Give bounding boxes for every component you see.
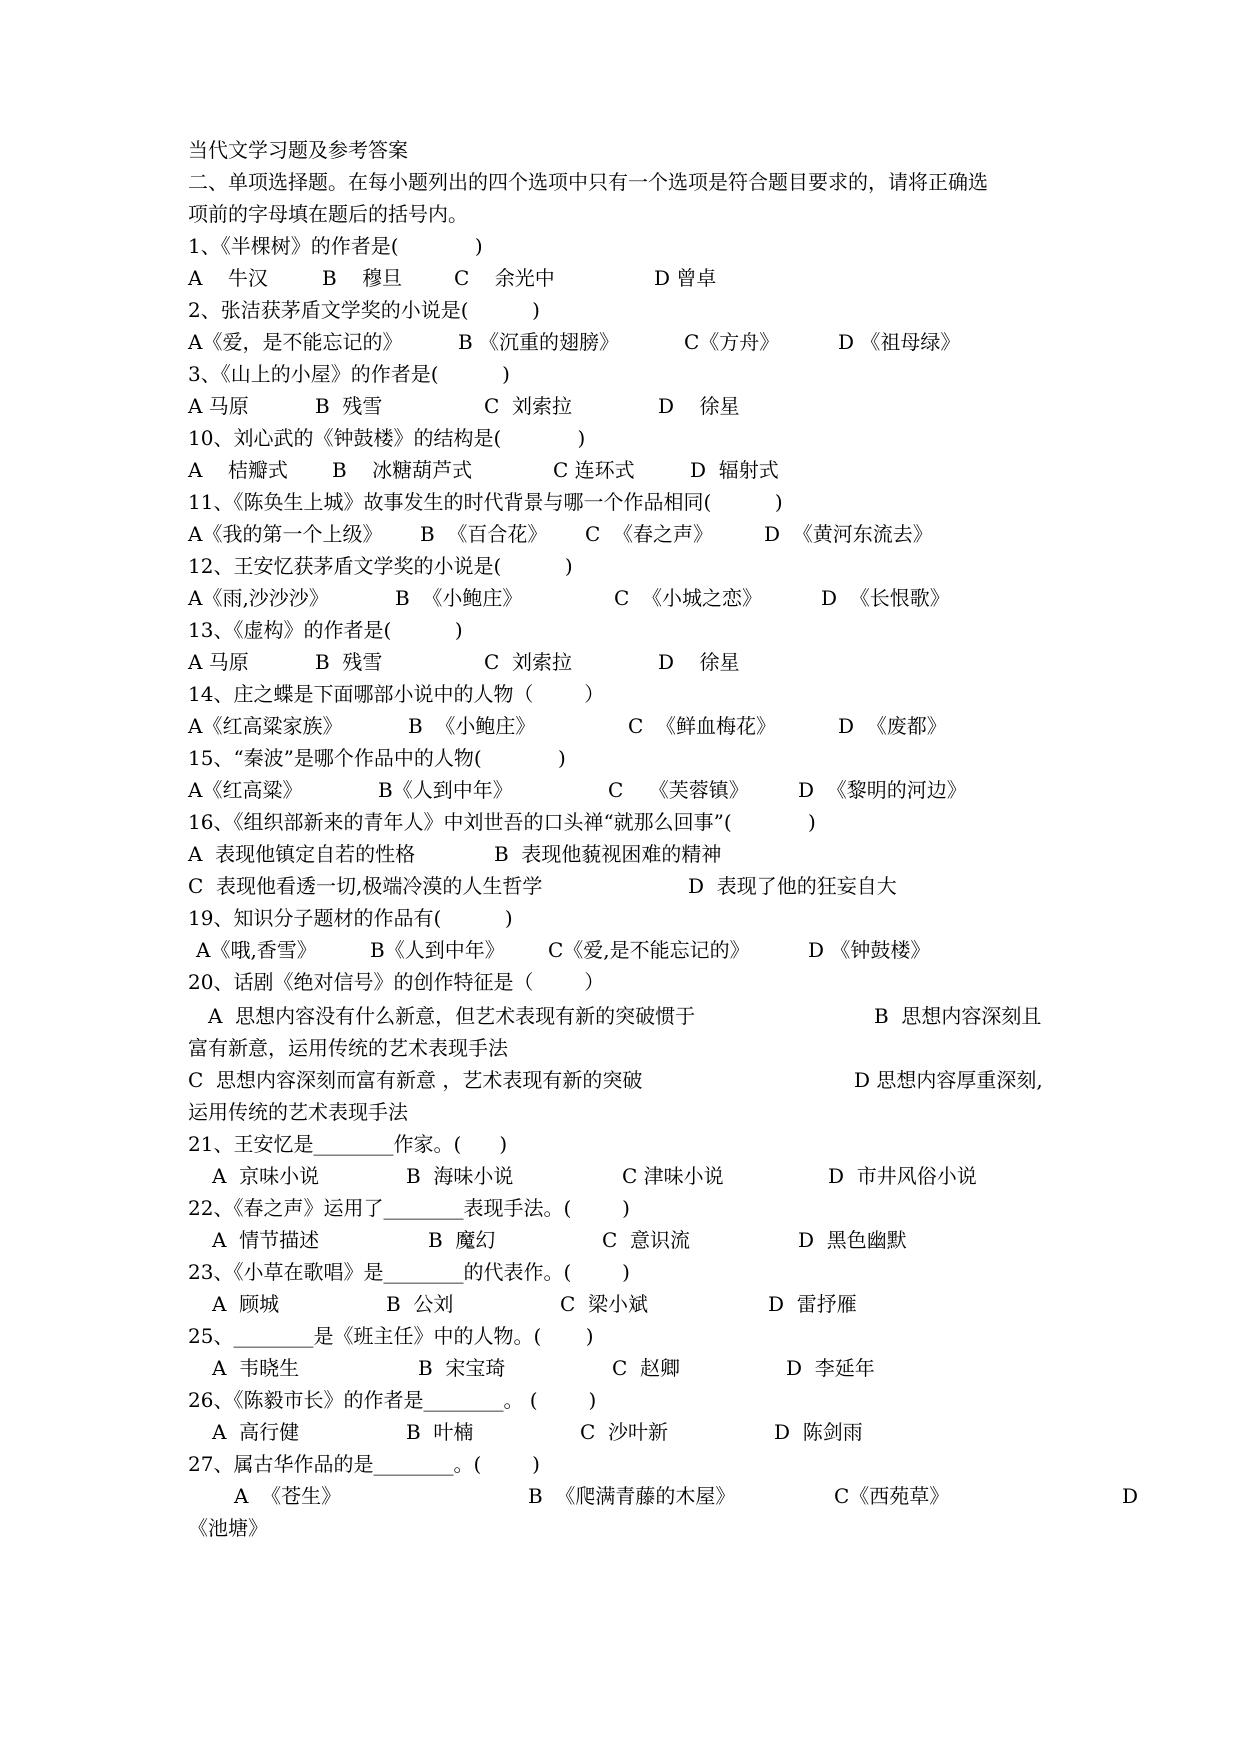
option-a: A《雨,沙沙沙》 <box>188 586 329 610</box>
option-d: D <box>1122 1484 1139 1508</box>
question-options <box>188 1224 907 1256</box>
option-a: A 牛汉 <box>188 266 268 290</box>
option-d: D 《废都》 <box>838 714 947 738</box>
option-c: C《爱,是不能忘记的》 <box>548 938 750 962</box>
question-options <box>188 1352 875 1384</box>
option-d: D 市井风俗小说 <box>828 1164 977 1188</box>
question-stem: 25、________是《班主任》中的人物。( ) <box>188 1324 594 1348</box>
question-stem: 21、王安忆是________作家。( ) <box>188 1132 508 1156</box>
question-stem: 15、“秦波”是哪个作品中的人物( ) <box>188 746 566 770</box>
option-b: B 《小鲍庄》 <box>408 714 536 738</box>
option-c: C 刘索拉 <box>484 394 573 418</box>
option-b: B 思想内容深刻且 <box>874 1004 1042 1028</box>
section-heading-line-2: 项前的字母填在题后的括号内。 <box>188 202 468 226</box>
option-d: D 《钟鼓楼》 <box>808 938 931 962</box>
question-options <box>188 454 779 486</box>
option-d-continued: 运用传统的艺术表现手法 <box>188 1100 408 1124</box>
question-options <box>188 774 967 806</box>
option-b-continued: 富有新意，运用传统的艺术表现手法 <box>188 1036 508 1060</box>
option-a: A 《苍生》 <box>234 1484 342 1508</box>
option-a: A《爱，是不能忘记的》 <box>188 330 403 354</box>
question-stem: 10、刘心武的《钟鼓楼》的结构是( ) <box>188 426 586 450</box>
option-c: C 思想内容深刻而富有新意 ，艺术表现有新的突破 <box>188 1068 643 1092</box>
question-options <box>188 262 717 294</box>
option-b: B 表现他藐视困难的精神 <box>494 842 722 866</box>
question-options <box>188 582 950 614</box>
option-c: C《西苑草》 <box>834 1484 950 1508</box>
option-a: A《红高粱》 <box>188 778 303 802</box>
question-options <box>188 1160 977 1192</box>
option-b: B 魔幻 <box>428 1228 496 1252</box>
option-d: D 雷抒雁 <box>768 1292 857 1316</box>
question-stem: 1、《半棵树》的作者是( ) <box>188 234 483 258</box>
option-d: D 李延年 <box>786 1356 875 1380</box>
option-d: D 《黎明的河边》 <box>798 778 967 802</box>
option-a: A《红高粱家族》 <box>188 714 343 738</box>
option-d-continued: 《池塘》 <box>188 1516 268 1540</box>
option-d: D 陈剑雨 <box>774 1420 863 1444</box>
question-stem: 26、《陈毅市长》的作者是________。 ( ) <box>188 1388 597 1412</box>
question-options <box>188 646 740 678</box>
question-options <box>188 710 947 742</box>
option-c: C 意识流 <box>602 1228 691 1252</box>
option-d: D 《黄河东流去》 <box>764 522 933 546</box>
option-b: B 穆旦 <box>322 266 403 290</box>
option-a: A 表现他镇定自若的性格 <box>188 842 416 866</box>
option-b: B 公刘 <box>386 1292 454 1316</box>
option-b: B 《百合花》 <box>420 522 548 546</box>
question-stem: 23、《小草在歌唱》是________的代表作。( ) <box>188 1260 630 1284</box>
option-d: D 表现了他的狂妄自大 <box>688 874 897 898</box>
option-b: B 《小鲍庄》 <box>395 586 523 610</box>
question-stem: 14、庄之蝶是下面哪部小说中的人物（ ） <box>188 682 605 706</box>
option-a: A 情节描述 <box>212 1228 320 1252</box>
option-b: B 《沉重的翅膀》 <box>458 330 620 354</box>
option-b: B 宋宝琦 <box>418 1356 506 1380</box>
option-c: C 表现他看透一切,极端冷漠的人生哲学 <box>188 874 543 898</box>
option-d: D 黑色幽默 <box>798 1228 907 1252</box>
option-c: C 《小城之恋》 <box>614 586 763 610</box>
question-options <box>188 1064 1043 1096</box>
question-options <box>188 838 722 870</box>
question-stem: 27、属古华作品的是________。( ) <box>188 1452 540 1476</box>
option-b: B 海味小说 <box>406 1164 514 1188</box>
option-a: A《哦,香雪》 <box>196 938 317 962</box>
option-c: C 赵卿 <box>612 1356 681 1380</box>
option-d: D 辐射式 <box>690 458 779 482</box>
question-options <box>188 934 931 966</box>
option-a: A 思想内容没有什么新意，但艺术表现有新的突破惯于 <box>208 1004 696 1028</box>
option-c: C 《春之声》 <box>585 522 714 546</box>
question-options <box>188 390 740 422</box>
question-options <box>188 1416 863 1448</box>
option-c: C 《鲜血梅花》 <box>628 714 777 738</box>
option-d: D 徐星 <box>658 394 740 418</box>
question-stem: 2、张洁获茅盾文学奖的小说是( ) <box>188 298 540 322</box>
option-d: D 曾卓 <box>654 266 717 290</box>
option-a: A 马原 <box>188 394 249 418</box>
option-a: A 桔瓣式 <box>188 458 288 482</box>
question-stem: 3、《山上的小屋》的作者是( ) <box>188 362 510 386</box>
option-a: A《我的第一个上级》 <box>188 522 383 546</box>
option-c: C《方舟》 <box>684 330 780 354</box>
option-d: D 《祖母绿》 <box>838 330 961 354</box>
question-stem: 12、王安忆获茅盾文学奖的小说是( ) <box>188 554 573 578</box>
option-b: B 残雪 <box>315 650 383 674</box>
option-c: C 余光中 <box>454 266 555 290</box>
option-a: A 高行健 <box>212 1420 300 1444</box>
question-stem: 22、《春之声》运用了________表现手法。( ) <box>188 1196 630 1220</box>
option-c: C 刘索拉 <box>484 650 573 674</box>
question-options <box>188 326 961 358</box>
option-c: C 连环式 <box>553 458 635 482</box>
option-b: B 冰糖葫芦式 <box>332 458 473 482</box>
section-heading-line-1: 二、单项选择题。在每小题列出的四个选项中只有一个选项是符合题目要求的，请将正确选 <box>188 170 988 194</box>
option-c: C 沙叶新 <box>580 1420 669 1444</box>
question-options <box>188 1000 1042 1032</box>
option-a: A 顾城 <box>212 1292 280 1316</box>
option-d: D 《长恨歌》 <box>821 586 950 610</box>
option-b: B 《爬满青藤的木屋》 <box>528 1484 736 1508</box>
question-options <box>188 1480 1139 1512</box>
question-options <box>188 1288 857 1320</box>
option-b: B 残雪 <box>315 394 383 418</box>
option-c: C 《芙蓉镇》 <box>608 778 749 802</box>
question-stem: 20、话剧《绝对信号》的创作特征是（ ） <box>188 970 605 994</box>
option-b: B 叶楠 <box>406 1420 474 1444</box>
question-options <box>188 870 897 902</box>
option-d: D 徐星 <box>658 650 740 674</box>
option-c: C 津味小说 <box>622 1164 724 1188</box>
question-stem: 19、知识分子题材的作品有( ) <box>188 906 513 930</box>
option-a: A 马原 <box>188 650 249 674</box>
option-d: D 思想内容厚重深刻, <box>854 1068 1043 1092</box>
question-stem: 11、《陈奂生上城》故事发生的时代背景与哪一个作品相同( ) <box>188 490 783 514</box>
option-b: B《人到中年》 <box>378 778 513 802</box>
doc-title: 当代文学习题及参考答案 <box>188 138 408 162</box>
question-stem: 16、《组织部新来的青年人》中刘世吾的口头禅“就那么回事”( ) <box>188 810 816 834</box>
option-a: A 韦晓生 <box>212 1356 300 1380</box>
question-stem: 13、《虚构》的作者是( ) <box>188 618 463 642</box>
question-options <box>188 518 933 550</box>
option-b: B《人到中年》 <box>370 938 505 962</box>
option-a: A 京味小说 <box>212 1164 320 1188</box>
option-c: C 梁小斌 <box>560 1292 649 1316</box>
